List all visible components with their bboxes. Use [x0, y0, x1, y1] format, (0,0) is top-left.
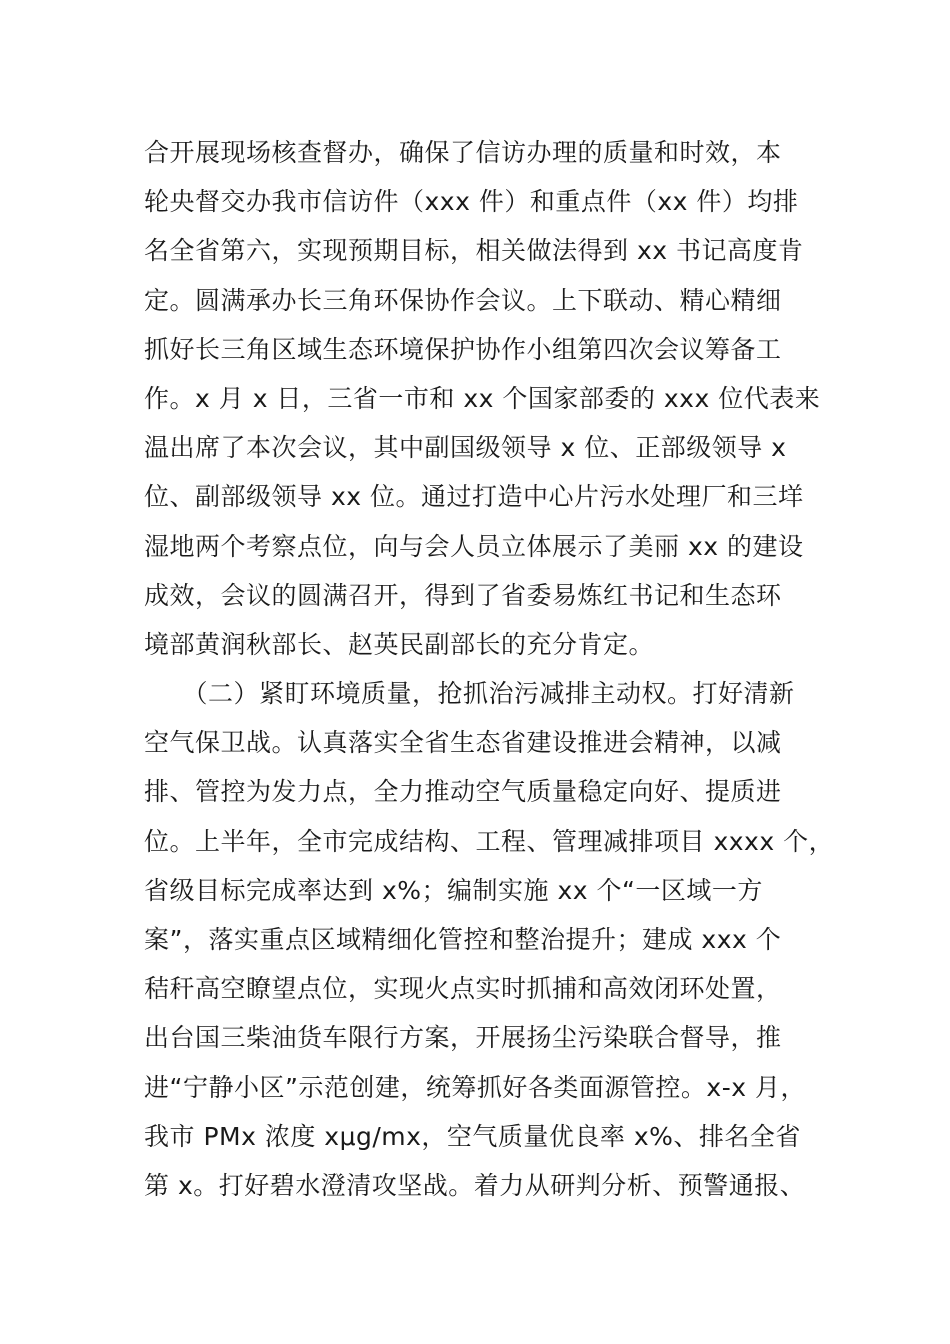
text-line: 湿地两个考察点位，向与会人员立体展示了美丽 xx 的建设 — [144, 531, 804, 561]
text-line: 秸秆高空瞭望点位，实现火点实时抓捕和高效闭环处置， — [144, 974, 782, 1004]
section-heading-line: （二）紧盯环境质量，抢抓治污减排主动权。打好清新 — [144, 679, 795, 709]
text-line: 境部黄润秋部长、赵英民副部长的充分肯定。 — [144, 629, 655, 659]
text-line: 成效，会议的圆满召开，得到了省委易炼红书记和生态环 — [144, 580, 782, 610]
text-line: 定。圆满承办长三角环保协作会议。上下联动、精心精细 — [144, 285, 782, 315]
text-line: 温出席了本次会议，其中副国级领导 x 位、正部级领导 x — [144, 433, 787, 463]
text-line: 位、副部级领导 xx 位。通过打造中心片污水处理厂和三垟 — [144, 482, 804, 512]
text-line: 合开展现场核查督办，确保了信访办理的质量和时效，本 — [144, 138, 782, 167]
text-line: 空气保卫战。认真落实全省生态省建设推进会精神，以减 — [144, 728, 782, 758]
text-line: 出台国三柴油货车限行方案，开展扬尘污染联合督导，推 — [144, 1023, 782, 1053]
text-line: 名全省第六，实现预期目标，相关做法得到 xx 书记高度肯 — [144, 236, 804, 266]
text-line: 轮央督交办我市信访件（xxx 件）和重点件（xx 件）均排 — [144, 187, 799, 217]
text-line: 第 x。打好碧水澄清攻坚战。着力从研判分析、预警通报、 — [144, 1170, 806, 1200]
text-line: 位。上半年，全市完成结构、工程、管理减排项目 xxxx 个， — [144, 826, 835, 856]
text-line: 排、管控为发力点，全力推动空气质量稳定向好、提质进 — [144, 777, 782, 807]
text-line: 作。x 月 x 日，三省一市和 xx 个国家部委的 xxx 位代表来 — [144, 383, 821, 413]
body-text — [144, 128, 835, 1210]
text-line: 抓好长三角区域生态环境保护协作小组第四次会议筹备工 — [144, 334, 782, 364]
text-line: 我市 PMx 浓度 xμg/mx，空气质量优良率 x%、排名全省 — [144, 1121, 801, 1151]
text-line: 省级目标完成率达到 x%；编制实施 xx 个“一区域一方 — [144, 875, 763, 905]
text-line: 进“宁静小区”示范创建，统筹抓好各类面源管控。x-x 月， — [144, 1072, 806, 1102]
text-line: 案”，落实重点区域精细化管控和整治提升；建成 xxx 个 — [144, 925, 782, 954]
